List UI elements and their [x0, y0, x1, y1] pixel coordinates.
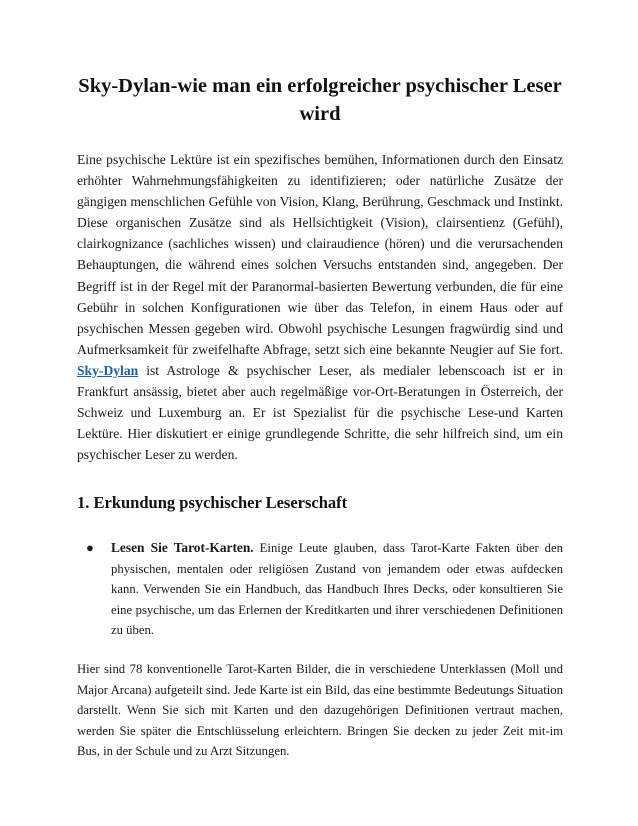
list-item [86, 538, 563, 640]
document-page [77, 72, 563, 761]
bullet-dot-icon: ● [86, 540, 94, 556]
sky-dylan-link[interactable]: Sky-Dylan [77, 362, 139, 378]
tarot-paragraph: Hier sind 78 konventionelle Tarot-Karten Bilder, die in verschiedene Unterklassen (Moll und Major Arcana) aufgeteilt sind. Jede Karte ist ein Bild, das eine bestimmte Bedeutungs Situation darstellt. Wenn Sie sich mit Karten und den dazugehörigen Definitionen vertraut machen, werden Sie später die Entschlüsselung erleichtern. Bringen Sie decken zu jeder Zeit mit-im Bus, in der Schule und zu Arzt Sitzungen. [77, 662, 563, 759]
bullet-lead: Lesen Sie Tarot-Karten. [111, 540, 254, 556]
intro-text-before-link: Eine psychische Lektüre ist ein spezifisches bemühen, Informationen durch den Einsatz erhöhter Wahrnehmungsfähigkeiten zu identifizieren; oder natürliche Zusätze der gängigen menschlichen Gefühle von Vision, Klang, Berührung, Geschmack und Instinkt. Diese organischen Zusätze sind als Hellsichtigkeit (Vision), clairsentienz (Gefühl), clairkognizance (sachliches wissen) und clairaudience (hören) und die verursachenden Behauptungen, die während eines solchen Versuchs entstanden sind, angegeben. Der Begriff ist in der Regel mit der Paranormal-basierten Bewertung verbunden, die für eine Gebühr in solchen Konfigurationen wie über das Telefon, in einem Haus oder auf psychischen Messen gegeben wird. Obwohl psychische Lesungen fragwürdig sind und Aufmerksamkeit für zweifelhafte Abfrage, setzt sich eine bekannte Neugier auf Sie fort. [77, 152, 563, 357]
intro-text-after-link: ist Astrologe & psychischer Leser, als medialer lebenscoach ist er in Frankfurt ansässig, bietet aber auch regelmäßige vor-Ort-Beratungen in Österreich, der Schweiz und Luxemburg an. Er ist Spezialist für die psychische Lese-und Karten Lektüre. Hier diskutiert er einige grundlegende Schritte, die sehr hilfreich sind, um ein psychischer Leser zu werden. [77, 362, 563, 463]
section-heading: 1. Erkundung psychischer Leserschaft [77, 493, 348, 513]
intro-paragraph [77, 149, 563, 465]
bullet-text: Einige Leute glauben, dass Tarot-Karte Fakten über den physischen, mentalen oder religiösen Zustand von jemandem oder etwas aufdecken kann. Verwenden Sie ein Handbuch, das Handbuch Ihres Decks, oder konsultieren Sie eine psychische, um das Erlernen der Kreditkarten und ihrer verschiedenen Definitionen zu üben. [111, 541, 563, 638]
bullet-list [77, 538, 563, 640]
document-title: Sky-Dylan-wie man ein erfolgreicher psychischer Leser wird [78, 75, 562, 125]
